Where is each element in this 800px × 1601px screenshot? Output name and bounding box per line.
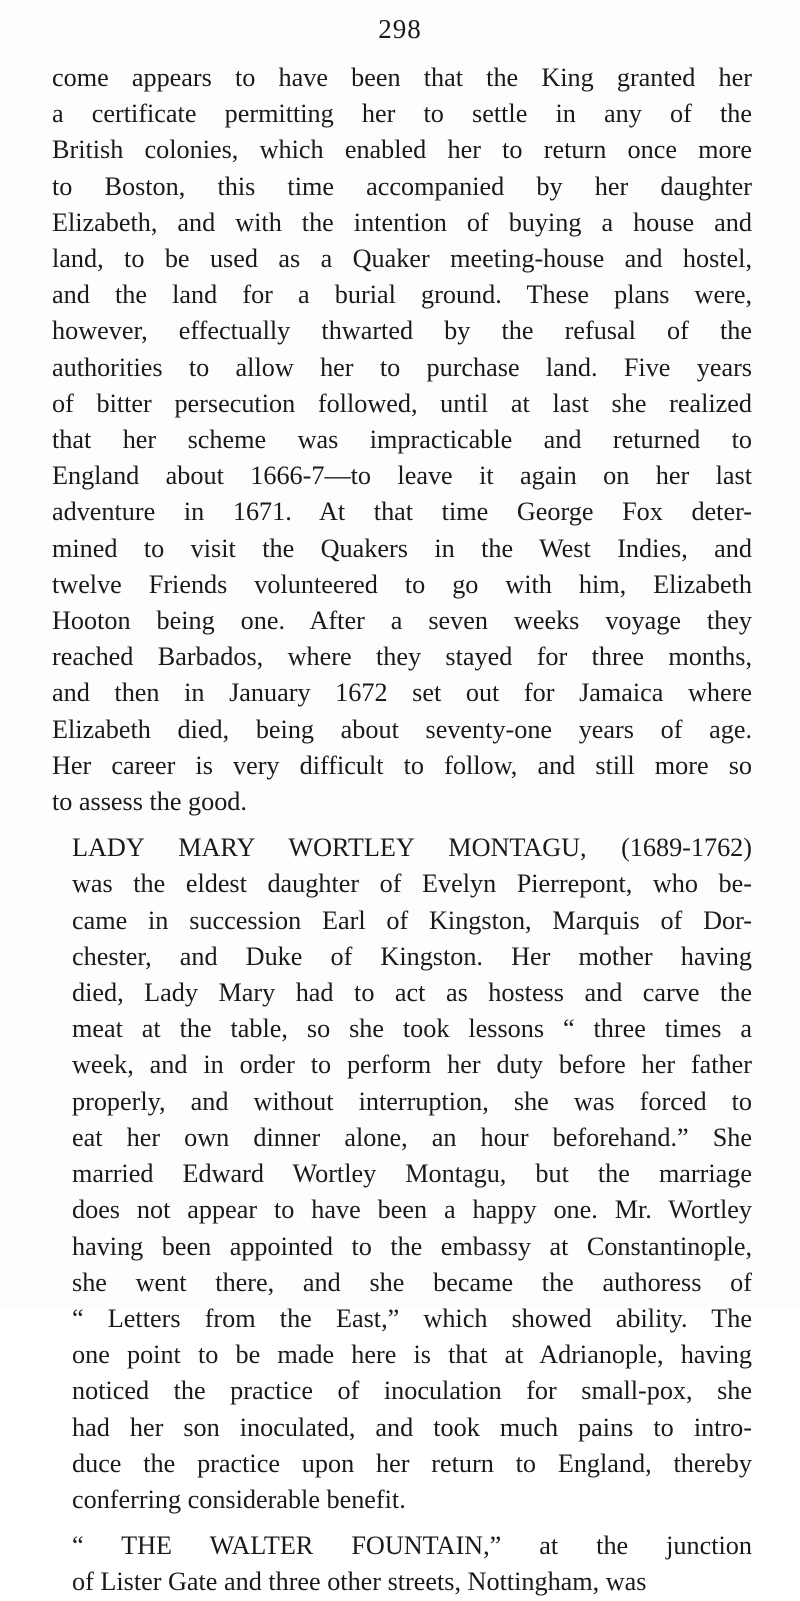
paragraph-walter-fountain [52, 1528, 752, 1600]
text-line: having been appointed to the embassy at Constantinople, [72, 1231, 752, 1261]
text-line: does not appear to have been a happy one. Mr. Wortley [72, 1195, 752, 1225]
text-line: Elizabeth died, being about seventy-one years of age. [52, 714, 752, 744]
text-line: properly, and without interruption, she was forced to [72, 1086, 752, 1116]
text-line: LADY MARY WORTLEY MONTAGU, (1689-1762) [72, 833, 752, 863]
text-line: and the land for a burial ground. These plans were, [52, 280, 752, 310]
text-line: British colonies, which enabled her to return once more [52, 135, 752, 165]
text-line: noticed the practice of inoculation for small-pox, she [72, 1376, 752, 1406]
text-line: and then in January 1672 set out for Jamaica where [52, 678, 752, 708]
text-line: come appears to have been that the King granted her [52, 63, 752, 92]
text-line: had her son inoculated, and took much pains to intro- [72, 1412, 752, 1442]
text-line: week, and in order to perform her duty before her father [72, 1050, 752, 1080]
text-line: to assess the good. [52, 787, 247, 817]
text-line: that her scheme was impracticable and returned to [52, 425, 752, 455]
text-line: was the eldest daughter of Evelyn Pierrepont, who be- [72, 869, 752, 899]
text-line: Her career is very difficult to follow, and still more so [52, 750, 752, 780]
text-line: one point to be made here is that at Adrianople, having [72, 1340, 752, 1370]
body-text [52, 60, 752, 1601]
paragraph-lady-mary-wortley-montagu [52, 830, 752, 1518]
text-line: of Lister Gate and three other streets, Nottingham, was [72, 1567, 647, 1597]
text-line: chester, and Duke of Kingston. Her mother having [72, 941, 752, 971]
text-line: however, effectually thwarted by the refusal of the [52, 316, 752, 346]
text-line: eat her own dinner alone, an hour beforehand.” She [72, 1122, 752, 1152]
text-line: to Boston, this time accompanied by her daughter [52, 171, 752, 201]
text-line: Hooton being one. After a seven weeks voyage they [52, 606, 752, 636]
text-line: adventure in 1671. At that time George Fox deter- [52, 497, 752, 527]
text-line: Elizabeth, and with the intention of buying a house and [52, 207, 752, 237]
text-line: “ Letters from the East,” which showed ability. The [72, 1303, 752, 1333]
text-line: married Edward Wortley Montagu, but the marriage [72, 1159, 752, 1189]
text-line: duce the practice upon her return to England, thereby [72, 1448, 752, 1478]
text-line: she went there, and she became the authoress of [72, 1267, 752, 1297]
text-line: “ THE WALTER FOUNTAIN,” at the junction [72, 1531, 752, 1561]
text-line: mined to visit the Quakers in the West Indies, and [52, 533, 752, 563]
text-line: a certificate permitting her to settle in any of the [52, 99, 752, 129]
text-line: came in succession Earl of Kingston, Marquis of Dor- [72, 905, 752, 935]
text-line: of bitter persecution followed, until at last she realized [52, 388, 752, 418]
text-line: reached Barbados, where they stayed for three months, [52, 642, 752, 672]
text-line: twelve Friends volunteered to go with him, Elizabeth [52, 569, 752, 599]
text-line: authorities to allow her to purchase land. Five years [52, 352, 752, 382]
text-line: land, to be used as a Quaker meeting-house and hostel, [52, 244, 752, 274]
text-line: England about 1666-7—to leave it again on her last [52, 461, 752, 491]
text-line: conferring considerable benefit. [72, 1484, 406, 1514]
text-line: meat at the table, so she took lessons “ three times a [72, 1014, 752, 1044]
text-line: died, Lady Mary had to act as hostess and carve the [72, 978, 752, 1008]
page-number: 298 [378, 14, 422, 44]
paragraph-elizabeth-hooton [52, 60, 752, 820]
